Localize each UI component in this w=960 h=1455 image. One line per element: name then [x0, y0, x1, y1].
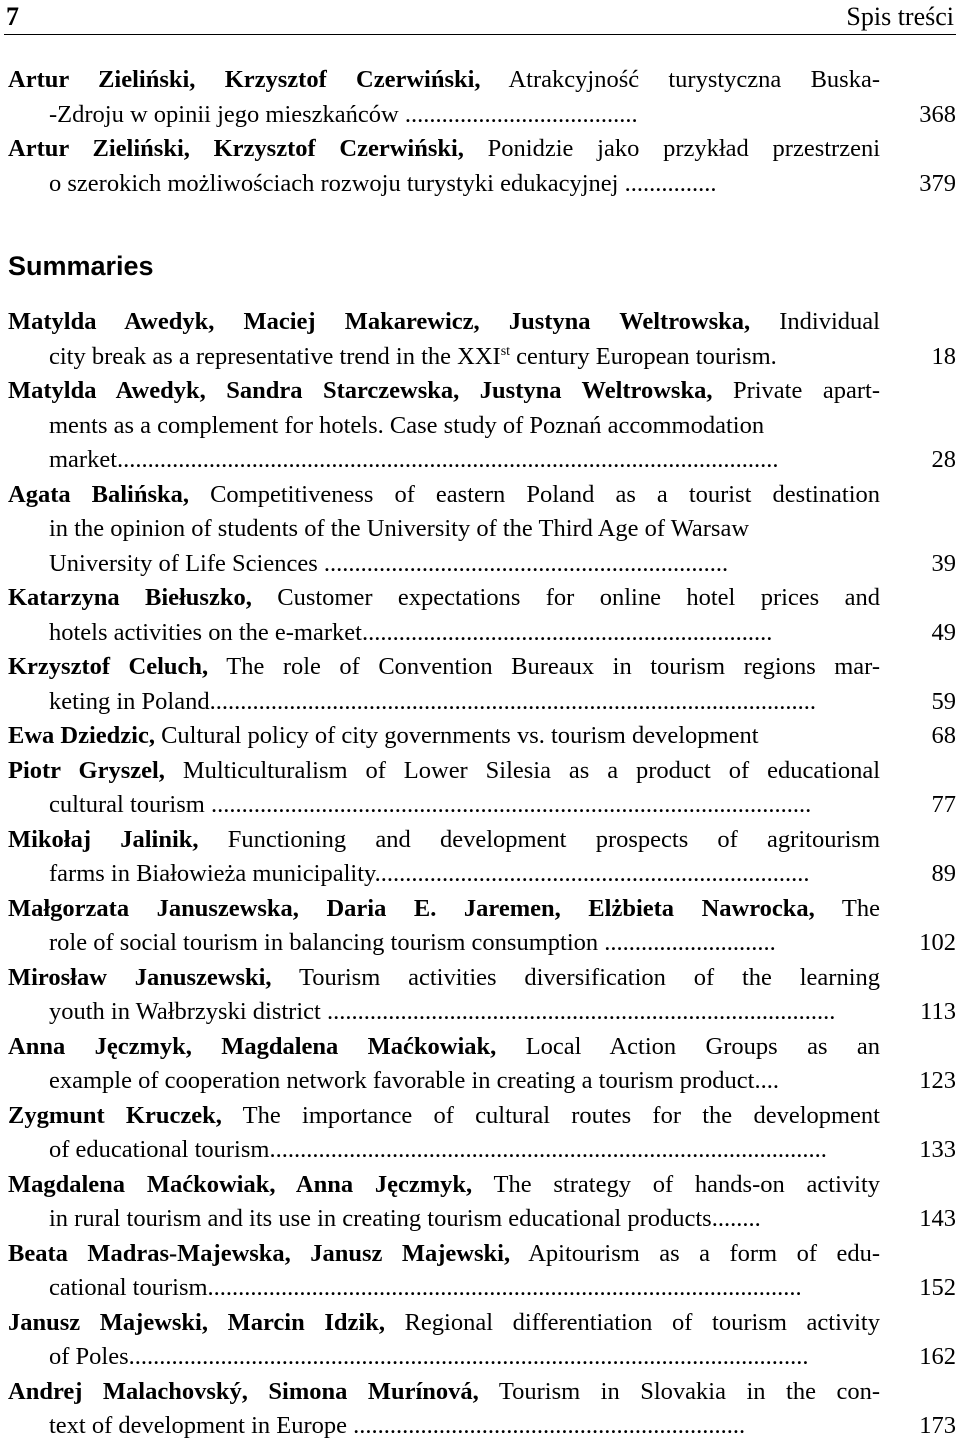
- entry-continuation-line: [8, 1340, 880, 1375]
- entry-page-number: 379: [919, 169, 956, 197]
- entry-title-part: in the opinion of students of the University of the Third Age of Warsaw: [49, 515, 750, 542]
- entry-first-line: [8, 1030, 880, 1065]
- entry-title-part: in rural tourism and its use in creating tourism educational products: [49, 1205, 712, 1232]
- entry-first-line: [8, 132, 880, 167]
- entry-leader-dots: ................................................................: [347, 1412, 746, 1439]
- entry-title-part: hotels activities on the e-market: [49, 618, 362, 646]
- section-heading-summaries: Summaries: [8, 251, 154, 281]
- entry-leader-dots: .................................................................................................: [207, 1274, 802, 1301]
- entry-first-line: [8, 961, 880, 996]
- entry-author: Piotr Gryszel,: [8, 756, 165, 784]
- entry-leader-dots: ...................................................................................: [320, 998, 836, 1025]
- toc-entry: [8, 132, 956, 201]
- entry-title-part: Multiculturalism of Lower Silesia as a product of educational: [164, 756, 881, 784]
- toc-entry: [8, 823, 956, 892]
- entry-title-part: Atrakcyjność turystyczna Buska-: [480, 66, 880, 93]
- entry-author: Krzysztof Celuch,: [8, 653, 209, 680]
- entry-title-part: of educational tourism: [49, 1136, 270, 1163]
- entry-title-part: University of Life Sciences: [49, 549, 318, 577]
- toc-entry: [8, 754, 956, 823]
- entry-page-number: 28: [931, 446, 956, 473]
- entry-author: Janusz Majewski, Marcin Idzik,: [8, 1308, 385, 1336]
- entry-title-part: Cultural policy of city governments vs. tourism development: [154, 722, 759, 749]
- entry-page-number: 368: [919, 100, 956, 128]
- toc-entry: [8, 63, 956, 132]
- entry-author: Magdalena Maćkowiak, Anna Jęczmyk,: [8, 1170, 473, 1198]
- entry-continuation-line: [8, 788, 880, 823]
- entry-author: Matylda Awedyk, Maciej Makarewicz, Justyna Weltrowska,: [8, 308, 751, 335]
- entry-title-part: Private apart-: [712, 377, 880, 404]
- entry-first-line: [8, 478, 880, 513]
- entry-continuation-line: [8, 409, 880, 444]
- entry-title-part: keting in Poland: [49, 687, 210, 715]
- toc-entry: [8, 305, 956, 374]
- entry-title-part: Customer expectations for online hotel prices and: [251, 584, 880, 611]
- toc-entry: [8, 1375, 956, 1444]
- entry-continuation-line: [8, 685, 880, 720]
- entry-continuation-line: [8, 547, 880, 582]
- entry-leader-dots: ..................................................................: [317, 549, 729, 577]
- entry-title-part: The importance of cultural routes for the development: [221, 1101, 880, 1129]
- entry-title-part: Individual: [750, 308, 880, 335]
- entry-author: Matylda Awedyk, Sandra Starczewska, Justyna Weltrowska,: [8, 377, 713, 404]
- entry-author: Agata Balińska,: [8, 480, 190, 508]
- entry-leader-dots: .......................................................................: [374, 860, 810, 887]
- entry-continuation-line: [8, 167, 880, 202]
- entry-leader-dots: ....: [754, 1067, 779, 1094]
- entry-title-part: Apitourism as a form of edu-: [510, 1239, 880, 1267]
- entry-leader-dots: ..................................................................................................: [204, 791, 812, 818]
- entry-continuation-line: [8, 512, 880, 547]
- entry-title-part: The role of Convention Bureaux in tourism regions mar-: [208, 653, 880, 680]
- entry-title-part: of Poles: [49, 1343, 129, 1370]
- entry-first-line: [8, 1099, 880, 1134]
- entry-continuation-line: [8, 1409, 880, 1444]
- entry-title-part: ments as a complement for hotels. Case study of Poznań accommodation: [49, 411, 765, 439]
- entry-title-part: city break as a representative trend in the XXI: [49, 342, 501, 370]
- entry-title-part: Local Action Groups as an: [496, 1032, 880, 1060]
- entry-page-number: 77: [931, 791, 956, 818]
- entry-leader-dots: ...................................................................................................: [209, 687, 816, 715]
- entry-first-line: [8, 374, 880, 409]
- header-title: Spis treści: [846, 2, 954, 31]
- entry-page-number: 143: [919, 1205, 956, 1232]
- entry-continuation-line: [8, 857, 880, 892]
- entry-first-line: [8, 305, 880, 340]
- entry-title-part: youth in Wałbrzyski district: [49, 998, 321, 1025]
- entry-first-line: [8, 754, 880, 789]
- entry-author: Małgorzata Januszewska, Daria E. Jaremen, Elżbieta Nawrocka,: [8, 894, 815, 922]
- entry-page-number: 162: [919, 1343, 956, 1370]
- entry-title-part: example of cooperation network favorable in creating a tourism product: [49, 1067, 755, 1094]
- entry-author: Mirosław Januszewski,: [8, 963, 272, 991]
- toc-entry: [8, 581, 956, 650]
- running-header: [4, 0, 956, 35]
- toc-entry: [8, 1099, 956, 1168]
- entry-superscript: st: [500, 343, 511, 359]
- entry-first-line: [8, 1306, 880, 1341]
- entry-title-part: Tourism activities diversification of the learning: [271, 963, 881, 991]
- entry-page-number: 18: [931, 342, 956, 370]
- entry-first-line: [8, 581, 880, 616]
- entry-title-part: o szerokich możliwościach rozwoju turystyki edukacyjnej: [49, 169, 619, 197]
- entry-title-part: cultural tourism: [49, 791, 205, 818]
- toc-entry: [8, 1030, 956, 1099]
- entry-title-part: role of social tourism in balancing tourism consumption: [49, 929, 599, 956]
- toc-entry: [8, 892, 956, 961]
- entry-continuation-line: [8, 1133, 880, 1168]
- entry-title-part: Regional differentiation of tourism activity: [384, 1308, 880, 1336]
- entry-author: Ewa Dziedzic,: [8, 722, 155, 749]
- entry-page-number: 89: [931, 860, 956, 887]
- entry-continuation-line: [8, 995, 880, 1030]
- entry-page-number: 133: [919, 1136, 956, 1163]
- entry-leader-dots: ...........................................................................................: [269, 1136, 827, 1163]
- toc-entry: [8, 961, 956, 1030]
- entry-first-line: [8, 1168, 880, 1203]
- entry-leader-dots: ............................................................................................................: [117, 446, 779, 473]
- toc-entry: [8, 478, 956, 582]
- entry-page-number: 59: [931, 687, 956, 715]
- entry-leader-dots: ............................: [598, 929, 776, 956]
- entry-author: Anna Jęczmyk, Magdalena Maćkowiak,: [8, 1032, 497, 1060]
- entry-title-part: text of development in Europe: [49, 1412, 347, 1439]
- entry-page-number: 49: [931, 618, 956, 646]
- entry-author: Andrej Malachovský, Simona Murínová,: [8, 1377, 479, 1405]
- toc-entry: [8, 1237, 956, 1306]
- entry-title-part: market: [49, 446, 118, 473]
- entry-leader-dots: ...............: [618, 169, 717, 197]
- entry-title-part: Tourism in Slovakia in the con-: [478, 1377, 881, 1405]
- entry-first-line: [8, 650, 880, 685]
- entry-author: Beata Madras-Majewska, Janusz Majewski,: [8, 1239, 511, 1267]
- entry-author: Artur Zieliński, Krzysztof Czerwiński,: [8, 66, 481, 93]
- entry-leader-dots: ......................................: [398, 100, 638, 128]
- entry-page-number: 68: [931, 722, 956, 749]
- entry-title-part: The strategy of hands-on activity: [472, 1170, 881, 1198]
- entry-continuation-line: [8, 340, 880, 375]
- toc-entry: [8, 650, 956, 719]
- entry-leader-dots: ...................................................................: [361, 618, 773, 646]
- entry-page-number: 152: [919, 1274, 956, 1301]
- entry-title-part: Ponidzie jako przykład przestrzeni: [463, 135, 880, 162]
- table-of-contents: [8, 63, 956, 1444]
- entry-continuation-line: [8, 443, 880, 478]
- toc-entry: [8, 719, 956, 754]
- entry-page-number: 123: [919, 1067, 956, 1094]
- entry-first-line: [8, 1237, 880, 1272]
- entry-title-part: cational tourism: [49, 1274, 208, 1301]
- entry-page-number: 102: [919, 929, 956, 956]
- toc-entry: [8, 1306, 956, 1375]
- entry-first-line: [8, 1375, 880, 1410]
- entry-continuation-line: [8, 98, 880, 133]
- entry-continuation-line: [8, 1271, 880, 1306]
- entry-title-part: -Zdroju w opinii jego mieszkańców: [49, 100, 399, 128]
- entry-title-part: farms in Białowieża municipality: [49, 860, 375, 887]
- entry-author: Zygmunt Kruczek,: [8, 1101, 222, 1129]
- entry-first-line: [8, 892, 880, 927]
- entry-author: Katarzyna Biełuszko,: [8, 584, 252, 611]
- entry-author: Mikołaj Jalinik,: [8, 825, 199, 853]
- entry-continuation-line: [8, 1064, 880, 1099]
- entry-title-part: Functioning and development prospects of agritourism: [198, 825, 880, 853]
- entry-title-part: The: [814, 894, 880, 922]
- page-number: 7: [6, 2, 19, 31]
- entry-first-line: [8, 63, 880, 98]
- entry-first-line: [8, 719, 880, 754]
- entry-page-number: 39: [931, 549, 956, 577]
- toc-entry: [8, 374, 956, 478]
- entry-author: Artur Zieliński, Krzysztof Czerwiński,: [8, 135, 464, 162]
- entry-leader-dots: ........: [711, 1205, 761, 1232]
- entry-title-part: century European tourism.: [510, 342, 777, 370]
- entry-leader-dots: ...............................................................................................................: [128, 1343, 809, 1370]
- entry-title-part: Competitiveness of eastern Poland as a tourist destination: [189, 480, 880, 508]
- toc-entry: [8, 1168, 956, 1237]
- entry-first-line: [8, 823, 880, 858]
- entry-continuation-line: [8, 926, 880, 961]
- entry-continuation-line: [8, 616, 880, 651]
- entry-continuation-line: [8, 1202, 880, 1237]
- entry-page-number: 173: [919, 1412, 956, 1439]
- entry-page-number: 113: [920, 998, 956, 1025]
